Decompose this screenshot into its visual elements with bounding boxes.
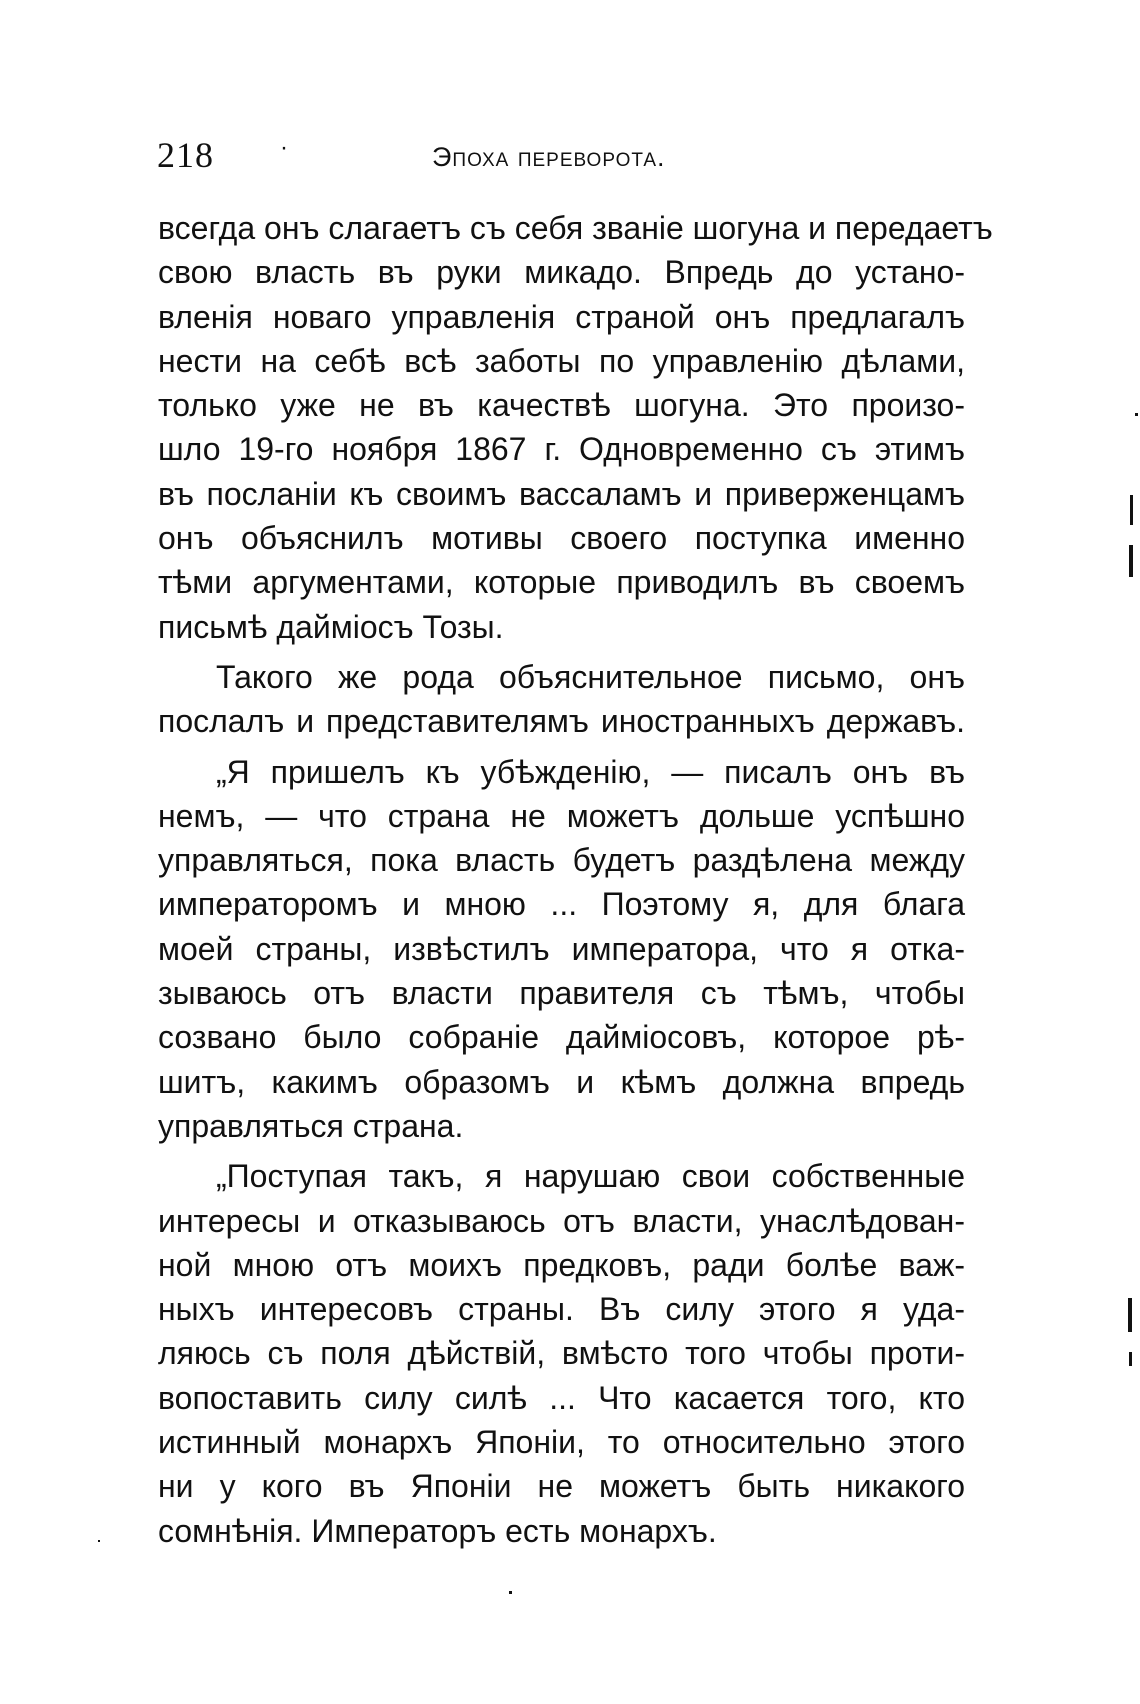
text-line: ляюсь съ поля дѣйствій, вмѣсто того чтобы проти- bbox=[158, 1335, 965, 1372]
scan-artifact-mark bbox=[509, 1591, 512, 1594]
header-dot: · bbox=[280, 134, 288, 161]
paragraph-1 bbox=[158, 206, 993, 649]
text-line: созвано было собраніе даймiосовъ, которое рѣ- bbox=[158, 1019, 965, 1056]
running-title: Эпоха переворота. bbox=[432, 142, 666, 172]
text-line: ни у кого въ Японіи не можетъ быть никакого bbox=[158, 1468, 965, 1505]
text-line: управляться, пока власть будетъ раздѣлена между bbox=[158, 842, 965, 879]
paragraph-2 bbox=[158, 655, 965, 744]
paragraph-3 bbox=[158, 750, 965, 1149]
text-line: свою власть въ руки микадо. Впредь до устано- bbox=[158, 254, 965, 291]
text-line: шло 19-го ноября 1867 г. Одновременно съ этимъ bbox=[158, 431, 965, 468]
scan-artifact-mark bbox=[1129, 545, 1133, 577]
scan-artifact-mark bbox=[98, 1540, 100, 1542]
text-line: вопоставить силу силѣ ... Что касается того, кто bbox=[158, 1379, 965, 1416]
text-line: послалъ и представителямъ иностранныхъ державъ. bbox=[158, 703, 965, 740]
text-line: всегда онъ слагаетъ съ себя званіе шогуна и передаетъ bbox=[158, 210, 993, 246]
text-line: тѣми аргументами, которые приводилъ въ своемъ bbox=[158, 564, 965, 601]
text-line: немъ, — что страна не можетъ дольше успѣшно bbox=[158, 797, 965, 834]
text-line: вленія новаго управленія страной онъ предлагалъ bbox=[158, 298, 965, 335]
text-line: письмѣ даймiосъ Тозы. bbox=[158, 608, 504, 645]
text-line: онъ объяснилъ мотивы своего поступка именно bbox=[158, 520, 965, 557]
text-line: шитъ, какимъ образомъ и кѣмъ должна впредь bbox=[158, 1063, 965, 1100]
scan-artifact-mark bbox=[1130, 495, 1133, 525]
scan-artifact-mark bbox=[1129, 1352, 1132, 1366]
text-line: ной мною отъ моихъ предковъ, ради болѣе важ- bbox=[158, 1246, 965, 1283]
text-line: „Я пришелъ къ убѣжденію, — писалъ онъ въ bbox=[216, 753, 965, 790]
text-line: ныхъ интересовъ страны. Въ силу этого я уда- bbox=[158, 1291, 965, 1328]
text-line: моей страны, извѣстилъ императора, что я отка- bbox=[158, 930, 965, 967]
text-line: въ посланіи къ своимъ вассаламъ и приверженцамъ bbox=[158, 475, 965, 512]
body-text bbox=[158, 206, 993, 1553]
text-line: Такого же рода объяснительное письмо, онъ bbox=[216, 658, 965, 695]
page-number: 218 bbox=[157, 135, 214, 175]
scan-artifact-mark bbox=[1128, 1298, 1132, 1332]
page-header bbox=[157, 134, 957, 194]
text-line: управляться страна. bbox=[158, 1107, 464, 1144]
text-line: сомнѣнія. Императоръ есть монархъ. bbox=[158, 1512, 717, 1549]
text-line: императоромъ и мною ... Поэтому я, для блага bbox=[158, 886, 965, 923]
paragraph-4 bbox=[158, 1154, 965, 1553]
text-line: только уже не въ качествѣ шогуна. Это произо- bbox=[158, 387, 965, 424]
text-line: нести на себѣ всѣ заботы по управленію дѣлами, bbox=[158, 342, 965, 379]
text-line: „Поступая такъ, я нарушаю свои собственные bbox=[216, 1158, 965, 1195]
text-line: истинный монархъ Японіи, то относительно этого bbox=[158, 1424, 965, 1461]
scan-artifact-mark bbox=[1135, 413, 1138, 416]
text-line: интересы и отказываюсь отъ власти, унаслѣдован- bbox=[158, 1202, 965, 1239]
text-line: зываюсь отъ власти правителя съ тѣмъ, чтобы bbox=[158, 975, 965, 1012]
